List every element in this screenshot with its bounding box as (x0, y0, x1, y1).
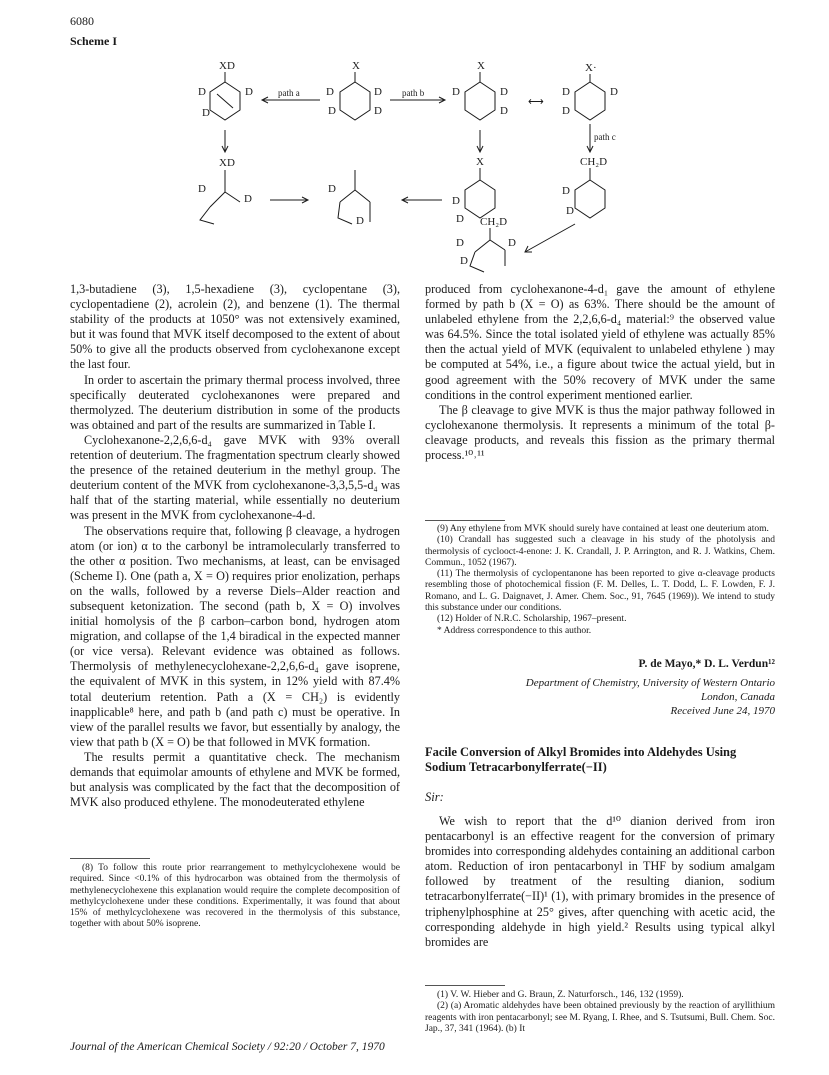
salutation: Sir: (425, 790, 444, 804)
left-column (70, 282, 400, 810)
paragraph: Cyclohexanone-2,2,6,6-d₄ gave MVK with 93% overall retention of deuterium. The fragmentation spectrum clearly showed the presence of the retained deuterium in the methyl group. The deuterium content of the MVK from cyclohexanone-3,3,5,5-d₄ was half that of the starting material, while essentially no deuterium was present in the MVK from cyclohexanone-4-d. (70, 432, 400, 523)
article-footnotes (425, 990, 775, 1035)
left-footnotes (70, 863, 400, 931)
paragraph: The observations require that, following β cleavage, a hydrogen atom (or ion) α to the carbonyl be intramolecularly transferred to the other α position. Two mechanisms, at least, can be envisaged (Scheme I). One (path a, X = O) requires prior enolization, perhaps on the walls, followed by a reverse Diels–Alder reaction and subsequent ketonization. The second (path b, X = O) involves initial homolysis of the β carbon–carbon bond, hydrogen atom migration, and collapse of the 1,4 biradical in the expected manner (or vice versa). Relevant evidence was obtained as follows. Thermolysis of methylenecyclohexane-2,2,6,6-d₄ gave isoprene, the equivalent of MVK in this system, in 12% yield with 87.4% total deuterium retention. Path a (X = CH₂) is evidently inapplicable⁸ here, and path b (and path c) must be operative. In view of the parallel results we favor, but essentially by analogy, the view that path b (X = O) be that followed in MVK formation. (70, 523, 400, 749)
resonance-arrow: ⟷ (528, 96, 544, 108)
paragraph: The β cleavage to give MVK is thus the major pathway followed in cyclohexanone thermolysis. It represents a minimum of the total β-cleavage products, and reveals this fission as the primary thermal process.¹⁰˒¹¹ (425, 402, 775, 463)
right-footnotes (425, 524, 775, 637)
arrow-down-a (222, 130, 228, 152)
structure-alkoxy-radical (575, 74, 605, 120)
footnote-rule (425, 520, 505, 521)
atom-label: D (326, 86, 334, 98)
affiliation (435, 676, 775, 718)
atom-label: D (244, 193, 252, 205)
structure-opened-ketone (338, 170, 370, 224)
atom-label: X (352, 60, 360, 72)
atom-label: D (500, 86, 508, 98)
article-body (425, 814, 775, 950)
atom-label: X (476, 156, 484, 168)
atom-label: X· (585, 62, 597, 74)
atom-label: CH₂D (580, 156, 608, 168)
author-signature: P. de Mayo,* D. L. Verdun¹² (638, 658, 775, 670)
atom-label: D (245, 86, 253, 98)
atom-label: D (328, 105, 336, 117)
footnote-rule (70, 858, 150, 859)
path-a-label: path a (278, 88, 300, 98)
atom-label: D (452, 195, 460, 207)
atom-label: D (202, 107, 210, 119)
footnote-rule (425, 985, 505, 986)
arrow-row2-right (402, 197, 442, 203)
atom-label: D (328, 183, 336, 195)
footnote: (9) Any ethylene from MVK should surely have contained at least one deuterium atom. (437, 524, 769, 534)
atom-label: D (460, 255, 468, 267)
atom-label: D (508, 237, 516, 249)
atom-label: XD (219, 60, 235, 72)
atom-label: D (610, 86, 618, 98)
structure-opened-enol (200, 170, 240, 224)
atom-label: D (566, 205, 574, 217)
arrow-path-a (262, 88, 320, 103)
atom-label: D (374, 86, 382, 98)
atom-label: X (477, 60, 485, 72)
arrow-row2-left (270, 197, 308, 203)
arrow-diagonal (525, 224, 575, 252)
atom-label: D (500, 105, 508, 117)
scheme-title: Scheme I (70, 34, 117, 48)
structure-isoprene-d (470, 228, 505, 272)
atom-label: D (562, 105, 570, 117)
arrow-path-c (587, 124, 616, 152)
arrow-path-b (390, 88, 445, 103)
paragraph: In order to ascertain the primary thermal process involved, three specifically deuterated cyclohexanones were prepared and thermolyzed. The deuterium distribution in some of the products was obtained and part of the results are summarized in Table I. (70, 372, 400, 432)
affiliation-department: Department of Chemistry, University of Western Ontario (525, 677, 775, 689)
affiliation-city: London, Canada (701, 691, 775, 703)
structure-ch2d-ring (575, 168, 605, 218)
atom-label: D (452, 86, 460, 98)
footnote: (2) (a) Aromatic aldehydes have been obtained previously by the reaction of aryllithium reagents with iron pentacarbonyl; see M. Ryang, I. Rhee, and S. Tsutsumi, Bull. Chem. Soc. Jap., 37, 341 (1964). (b) It (425, 1001, 775, 1034)
atom-label: D (562, 86, 570, 98)
structure-enol-diene (210, 72, 240, 120)
atom-label: D (456, 237, 464, 249)
atom-label: D (356, 215, 364, 227)
structure-biradical (465, 72, 495, 120)
atom-label: D (374, 105, 382, 117)
footnote: (11) The thermolysis of cyclopentanone has been reported to give α-cleavage products resembling those of photochemical fission (F. M. Delles, L. T. Dodd, L. F. Lowden, F. J. Romano, and L. G. Daignavet, J. Amer. Chem. Soc., 91, 7645 (1969)). We intend to study this substance under our conditions. (425, 569, 775, 614)
received-date: Received June 24, 1970 (670, 705, 775, 717)
path-c-label: path c (594, 132, 616, 142)
page-number: 6080 (70, 14, 94, 28)
reaction-scheme (180, 52, 650, 280)
arrow-down-b (477, 130, 483, 152)
footnote: (10) Crandall has suggested such a cleavage in his study of the photolysis and thermolysis of cyclooct-4-enone: J. K. Crandall, J. P. Arrington, and R. J. Watkins, Chem. Commun., 1052 (1967). (425, 535, 775, 568)
paragraph: We wish to report that the d¹⁰ dianion derived from iron pentacarbonyl is an effective reagent for the conversion of primary bromides into corresponding aldehydes containing an additional carbon atom. Reduction of iron pentacarbonyl in THF by sodium amalgam followed by treatment of the resulting dianion, sodium tetracarbonylferrate(−II)¹ (1), with primary bromides in the presence of triphenylphosphine at 25° gives, after quenching with acetic acid, the corresponding aldehyde in high yield.² Results using typical alkyl bromides are (425, 814, 775, 949)
atom-label: XD (219, 157, 235, 169)
paragraph: The results permit a quantitative check. The mechanism demands that equimolar amounts of ethylene and MVK be formed, but analysis was complicated by the fact that the decomposition of MVK also produced ethylene. The monodeuterated ethylene (70, 749, 400, 810)
atom-label: D (198, 183, 206, 195)
paragraph: 1,3-butadiene (3), 1,5-hexadiene (3), cyclopentane (3), cyclopentadiene (2), acrolein (2), and benzene (1). The thermal stability of the products at 1050° was not extensively examined, but it was found that MVK itself decomposed to the extent of about 50% to give all the products observed from cyclohexanone except the last four. (70, 282, 400, 372)
footnote: (8) To follow this route prior rearrangement to methylcyclohexene would be required. Since <0.1% of this hydrocarbon was obtained from the thermolysis of methylenecyclohexene this explanation would require the complete decomposition of methylcyclohexene under these conditions. Experimentally, it was found that about 15% of methylcyclohexene was recovered in the thermolysis of this substance, together with about 50% isoprene. (70, 863, 400, 930)
structure-ring-radical (465, 168, 495, 218)
right-column (425, 282, 775, 463)
journal-footer: Journal of the American Chemical Society / 92:20 / October 7, 1970 (70, 1041, 385, 1053)
atom-label: D (456, 213, 464, 225)
paragraph: produced from cyclohexanone-4-d₁ gave the amount of ethylene formed by path b (X = O) as 63%. There should be the amount of unlabeled ethylene from the 2,2,6,6-d₄ material:⁹ the observed value was 64.5%. Since the total isolated yield of ethylene was actually 85% then the actual yield of MVK (equivalent to unlabeled ethylene ) may be computed at 54%, i.e., a figure about twice the actual yield, but in good agreement with the 50% recovery of MVK under the same conditions in the control experiment mentioned earlier. (425, 282, 775, 402)
footnote: (1) V. W. Hieber and G. Braun, Z. Naturforsch., 146, 132 (1959). (437, 990, 684, 1000)
atom-label: CH₂D (480, 216, 508, 228)
structure-cyclohexanone (340, 72, 370, 120)
atom-label: D (198, 86, 206, 98)
footnote: (12) Holder of N.R.C. Scholarship, 1967–present. (437, 614, 627, 625)
atom-label: D (562, 185, 570, 197)
footnote: * Address correspondence to this author. (437, 625, 592, 636)
article-title: Facile Conversion of Alkyl Bromides into Aldehydes Using Sodium Tetracarbonylferrate(−II) (425, 745, 737, 774)
path-b-label: path b (402, 88, 425, 98)
